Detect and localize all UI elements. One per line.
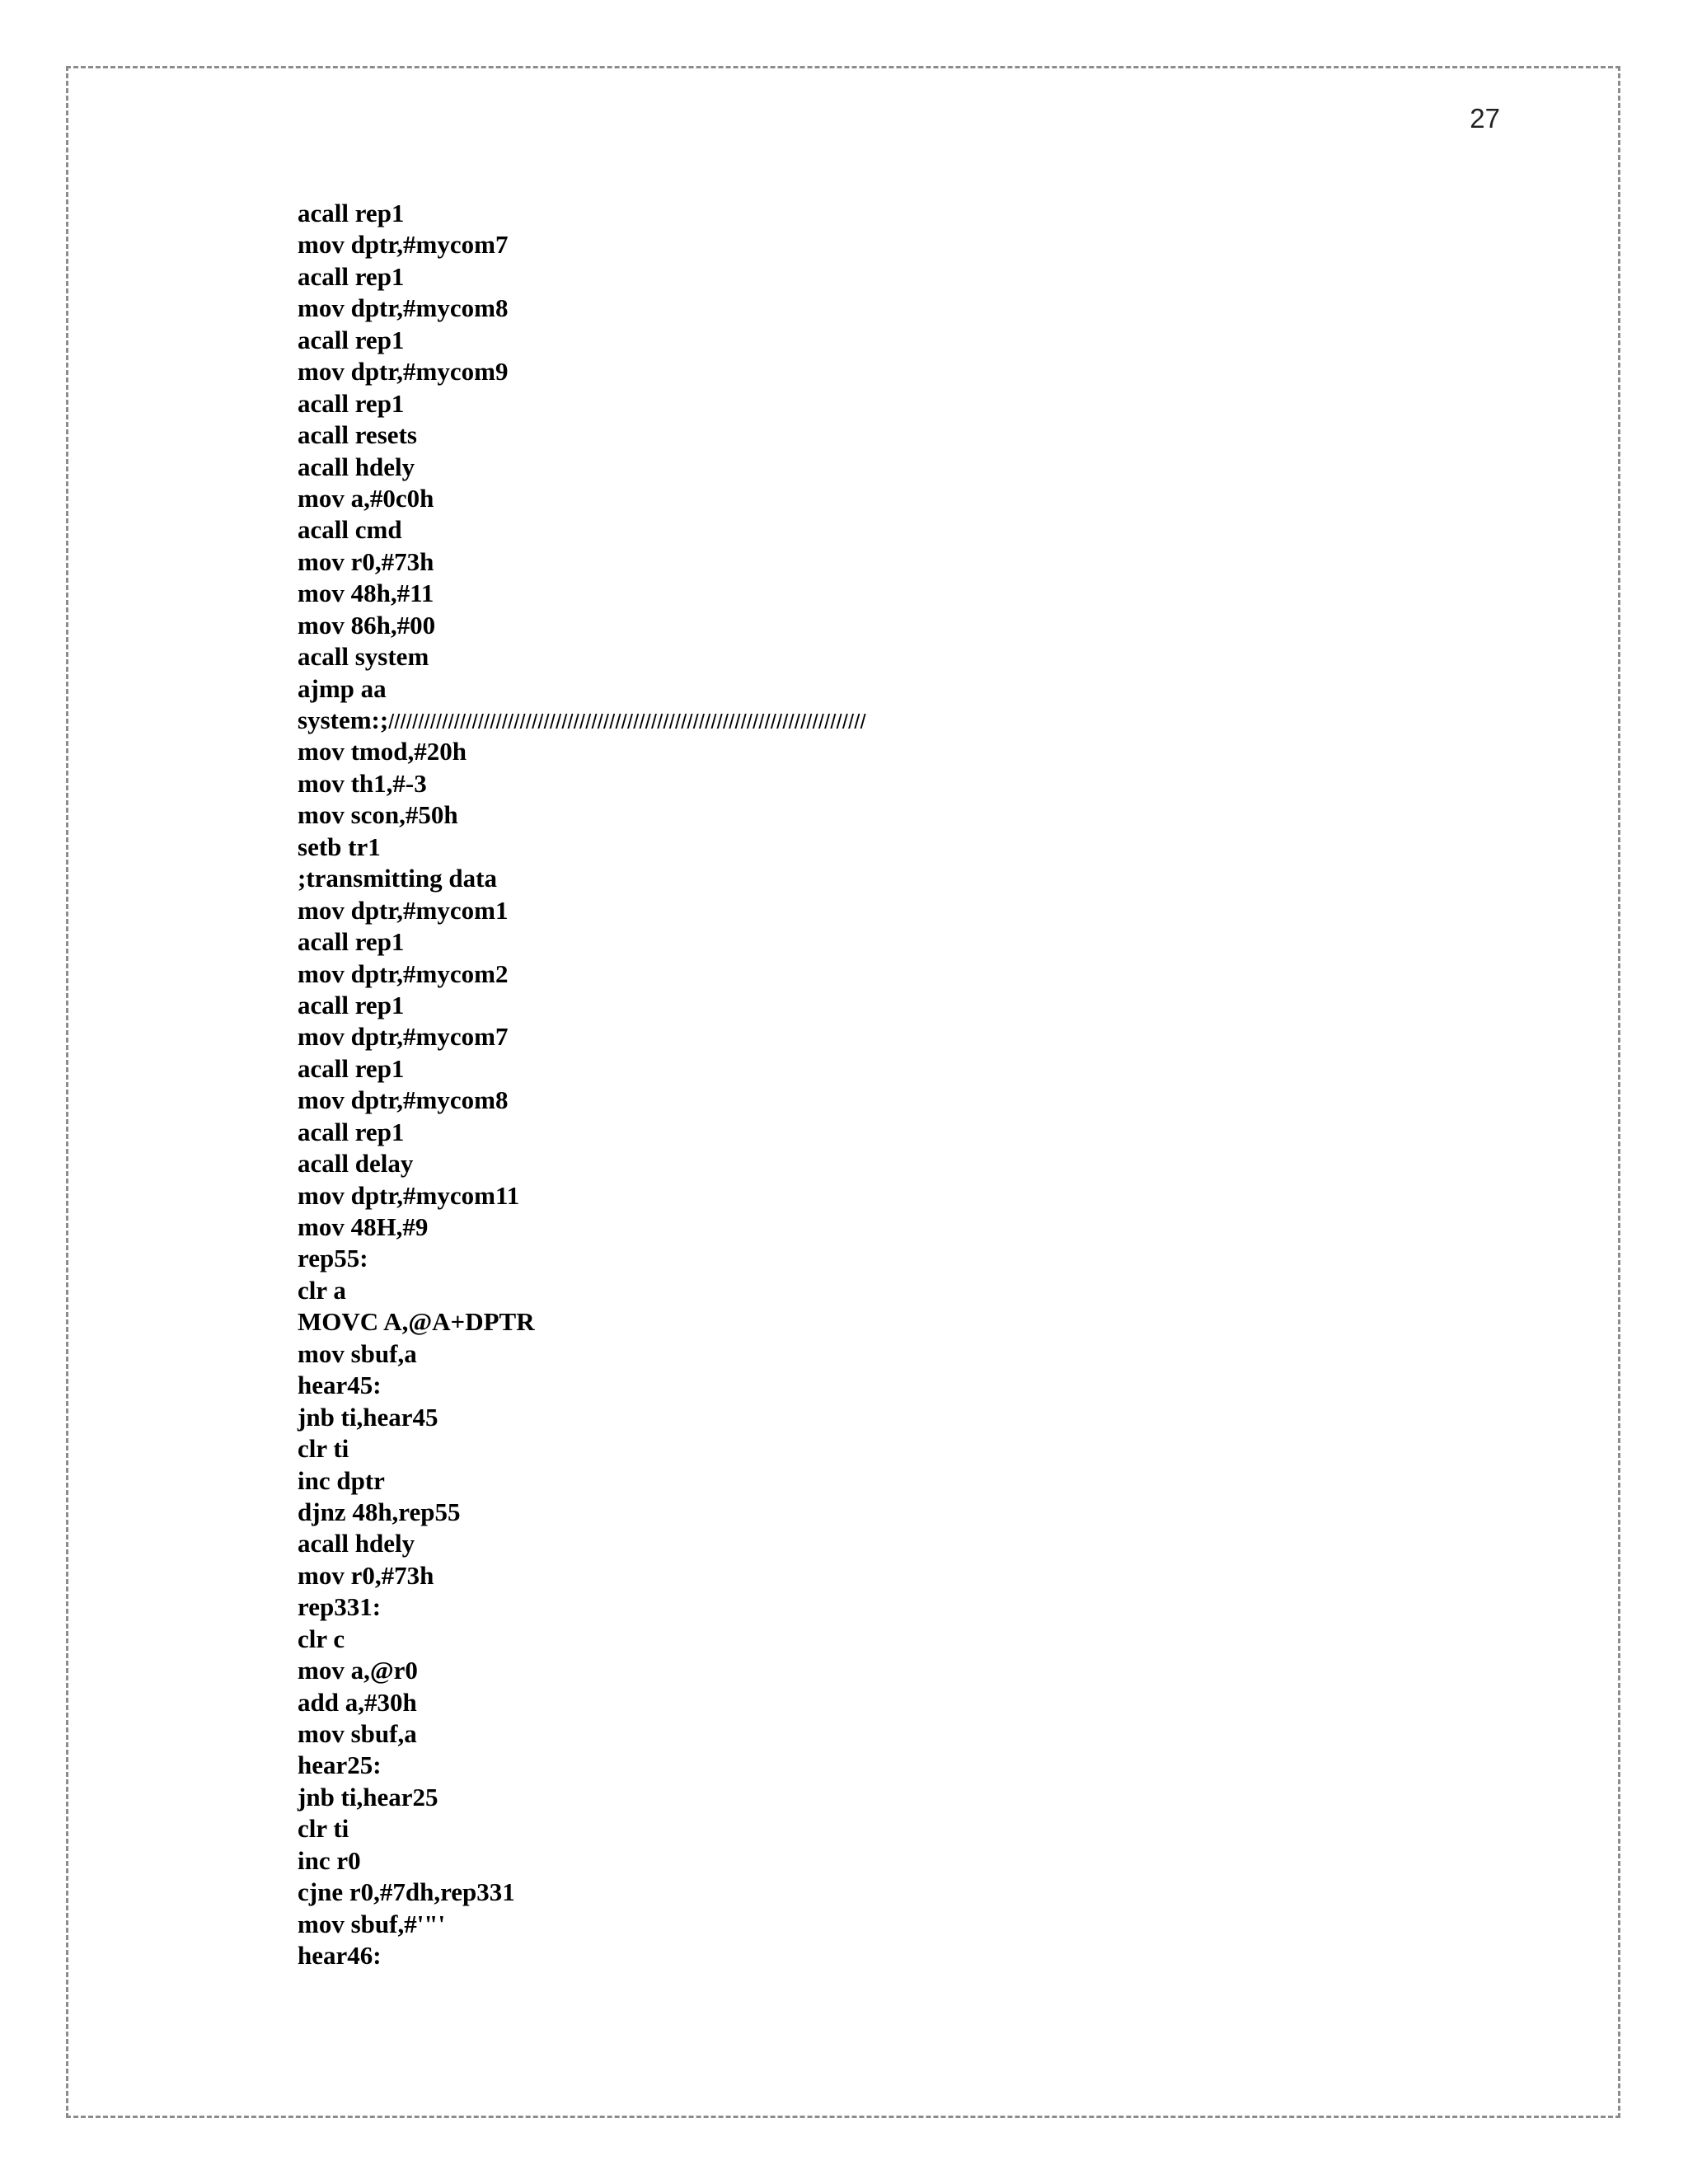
code-line: acall rep1 <box>298 261 405 291</box>
code-line: mov r0,#73h <box>298 1560 434 1590</box>
code-line: mov dptr,#mycom7 <box>298 230 509 260</box>
code-line: acall hdely <box>298 1529 415 1558</box>
code-comment: ;transmitting data <box>298 864 497 893</box>
code-line: mov dptr,#mycom7 <box>298 1022 509 1052</box>
code-label: hear25: <box>298 1750 382 1780</box>
code-line: mov dptr,#mycom8 <box>298 1085 509 1115</box>
code-line: clr ti <box>298 1814 349 1844</box>
code-line: acall resets <box>298 420 417 450</box>
code-line: clr a <box>298 1275 346 1305</box>
code-line: setb tr1 <box>298 832 381 861</box>
code-line: acall rep1 <box>298 388 405 418</box>
code-line: mov dptr,#mycom11 <box>298 1180 520 1210</box>
code-line: mov sbuf,#'"' <box>298 1909 446 1938</box>
code-line: acall delay <box>298 1149 414 1179</box>
code-line: ajmp aa <box>298 673 387 703</box>
code-line: mov dptr,#mycom1 <box>298 895 509 925</box>
code-line: acall rep1 <box>298 325 405 354</box>
system-label: system:; <box>298 705 389 734</box>
code-line: mov a,#0c0h <box>298 483 434 513</box>
code-line: mov 48h,#11 <box>298 579 434 608</box>
code-line: acall rep1 <box>298 199 405 227</box>
code-line: mov 48H,#9 <box>298 1212 429 1241</box>
code-line: mov dptr,#mycom8 <box>298 293 509 323</box>
code-label: hear45: <box>298 1371 382 1400</box>
code-line: mov scon,#50h <box>298 800 458 830</box>
code-line: acall rep1 <box>298 990 405 1019</box>
code-line: add a,#30h <box>298 1687 417 1717</box>
code-line: acall rep1 <box>298 927 405 957</box>
code-line: mov dptr,#mycom2 <box>298 958 509 988</box>
code-line: inc dptr <box>298 1465 385 1495</box>
code-line: djnz 48h,rep55 <box>298 1497 461 1526</box>
code-line: MOVC A,@A+DPTR <box>298 1307 535 1337</box>
code-label: rep331: <box>298 1592 382 1622</box>
code-line: jnb ti,hear45 <box>298 1402 438 1432</box>
code-line-system-label <box>298 705 866 736</box>
code-line: mov 86h,#00 <box>298 610 436 640</box>
code-line: mov tmod,#20h <box>298 737 467 766</box>
code-line: mov sbuf,a <box>298 1338 417 1368</box>
code-line: acall system <box>298 642 429 672</box>
code-listing <box>298 198 866 1972</box>
code-label: hear46: <box>298 1941 382 1971</box>
code-line: inc r0 <box>298 1845 361 1875</box>
code-line: cjne r0,#7dh,rep331 <box>298 1877 515 1907</box>
code-line: clr c <box>298 1624 345 1653</box>
code-line: clr ti <box>298 1434 349 1464</box>
code-label: rep55: <box>298 1244 368 1273</box>
code-line: acall rep1 <box>298 1053 405 1083</box>
page-number: 27 <box>1470 103 1500 134</box>
code-line: mov a,@r0 <box>298 1656 418 1685</box>
code-line: mov sbuf,a <box>298 1719 417 1748</box>
code-line: acall rep1 <box>298 1117 405 1146</box>
code-line: mov dptr,#mycom9 <box>298 357 509 387</box>
code-line: mov th1,#-3 <box>298 768 427 798</box>
code-line: acall cmd <box>298 515 402 545</box>
code-line: jnb ti,hear25 <box>298 1782 438 1811</box>
code-line: acall hdely <box>298 452 415 481</box>
code-line: mov r0,#73h <box>298 546 434 576</box>
comment-separator: //////////////////////////////////////////////////////////////////////////////// <box>388 710 866 733</box>
